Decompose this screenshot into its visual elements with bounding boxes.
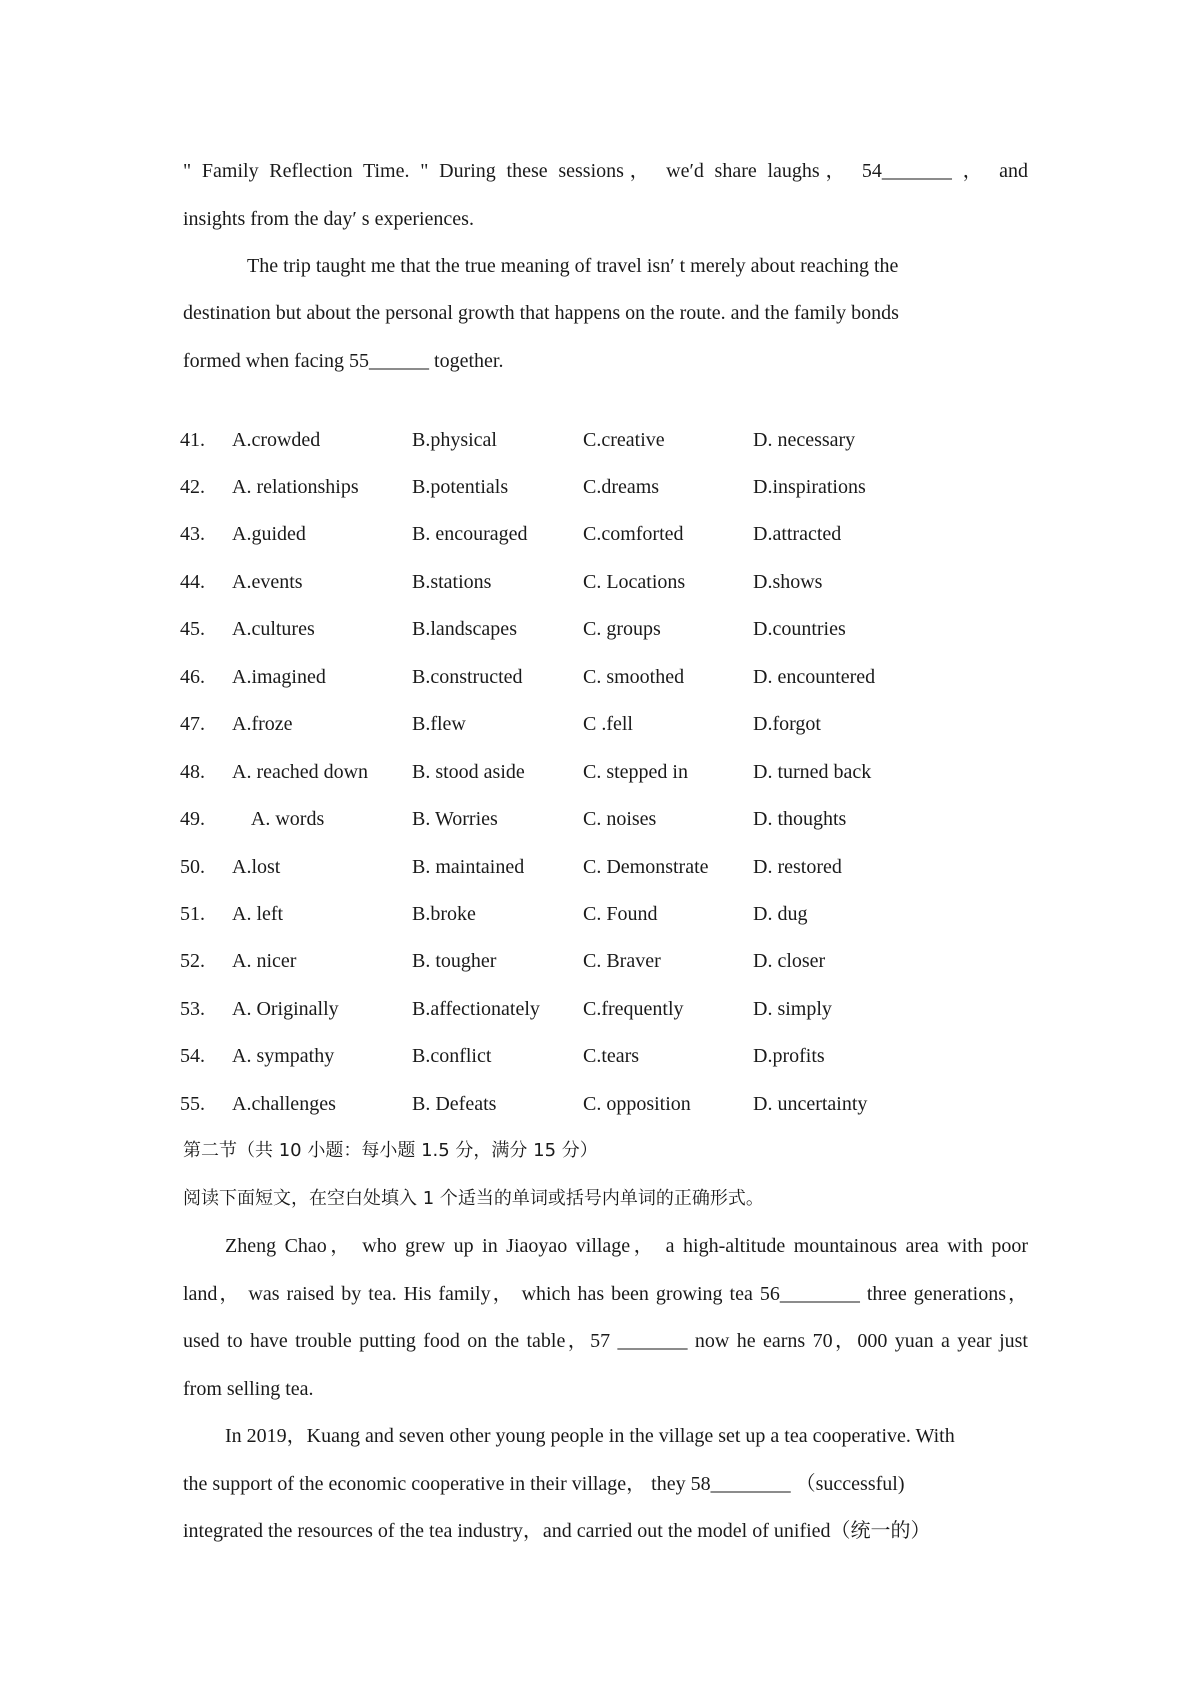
option-b: B.affectionately xyxy=(412,998,540,1020)
option-row-46 xyxy=(0,665,1200,693)
option-row-55 xyxy=(0,1092,1200,1120)
option-a: A.crowded xyxy=(232,429,321,451)
option-c: C. stepped in xyxy=(583,761,688,783)
option-a: A. sympathy xyxy=(232,1045,335,1067)
option-row-51 xyxy=(0,902,1200,930)
passage2-line-6: the support of the economic cooperative in their village， they 58________ （successful) xyxy=(183,1473,905,1495)
passage2-line-1: Zheng Chao， who grew up in Jiaoyao village， a high-altitude mountainous area with poor xyxy=(225,1235,1028,1257)
option-d: D. turned back xyxy=(753,761,872,783)
option-row-49 xyxy=(0,807,1200,835)
passage2-line-2: land， was raised by tea. His family， which has been growing tea 56________ three generations， xyxy=(183,1283,1028,1305)
option-c: C.creative xyxy=(583,429,665,451)
option-c: C. Demonstrate xyxy=(583,856,709,878)
option-a: A. words xyxy=(242,808,325,830)
option-a: A.lost xyxy=(232,856,281,878)
passage1-line-3: The trip taught me that the true meaning of travel isn′ t merely about reaching the xyxy=(247,255,899,277)
question-number: 44. xyxy=(180,571,205,593)
option-a: A. Originally xyxy=(232,998,339,1020)
option-b: B.constructed xyxy=(412,666,523,688)
option-b: B.flew xyxy=(412,713,466,735)
question-number: 53. xyxy=(180,998,205,1020)
option-c: C. Found xyxy=(583,903,658,925)
option-row-54 xyxy=(0,1044,1200,1072)
option-b: B.broke xyxy=(412,903,476,925)
passage2-line-3: used to have trouble putting food on the table，57 _______ now he earns 70，000 yuan a year just xyxy=(183,1330,1028,1352)
question-number: 52. xyxy=(180,950,205,972)
passage2-line-5: In 2019，Kuang and seven other young people in the village set up a tea cooperative. With xyxy=(225,1425,955,1447)
option-b: B. stood aside xyxy=(412,761,525,783)
option-b: B. maintained xyxy=(412,856,525,878)
option-c: C. opposition xyxy=(583,1093,691,1115)
passage1-line-1: " Family Reflection Time. " During these sessions， we′d share laughs， 54_______ ， and xyxy=(183,160,1028,182)
option-row-42 xyxy=(0,475,1200,503)
question-number: 41. xyxy=(180,429,205,451)
passage1-line-2: insights from the day′ s experiences. xyxy=(183,208,474,230)
option-a: A.froze xyxy=(232,713,293,735)
option-b: B. encouraged xyxy=(412,523,528,545)
option-b: B.landscapes xyxy=(412,618,517,640)
option-a: A. relationships xyxy=(232,476,359,498)
option-d: D. closer xyxy=(753,950,826,972)
option-row-50 xyxy=(0,855,1200,883)
option-d: D.countries xyxy=(753,618,846,640)
question-number: 47. xyxy=(180,713,205,735)
option-b: B. Defeats xyxy=(412,1093,497,1115)
option-d: D. restored xyxy=(753,856,842,878)
option-row-43 xyxy=(0,522,1200,550)
option-c: C.comforted xyxy=(583,523,684,545)
passage1-line-5: formed when facing 55______ together. xyxy=(183,350,504,372)
option-d: D. simply xyxy=(753,998,832,1020)
option-row-44 xyxy=(0,570,1200,598)
question-number: 49. xyxy=(180,808,205,830)
option-row-48 xyxy=(0,760,1200,788)
option-row-45 xyxy=(0,617,1200,645)
option-d: D. necessary xyxy=(753,429,856,451)
option-b: B.physical xyxy=(412,429,497,451)
option-b: B. Worries xyxy=(412,808,498,830)
question-number: 42. xyxy=(180,476,205,498)
option-b: B.stations xyxy=(412,571,492,593)
section-instruction: 阅读下面短文，在空白处填入 1 个适当的单词或括号内单词的正确形式。 xyxy=(183,1188,764,1209)
option-c: C. Locations xyxy=(583,571,686,593)
option-c: C. Braver xyxy=(583,950,661,972)
option-a: A.events xyxy=(232,571,303,593)
question-number: 51. xyxy=(180,903,205,925)
option-b: B. tougher xyxy=(412,950,497,972)
option-b: B.potentials xyxy=(412,476,509,498)
option-d: D.profits xyxy=(753,1045,825,1067)
option-a: A. nicer xyxy=(232,950,297,972)
question-number: 50. xyxy=(180,856,205,878)
passage2-line-7: integrated the resources of the tea industry，and carried out the model of unified（统一的） xyxy=(183,1520,931,1542)
passage1-line-4: destination but about the personal growth that happens on the route. and the family bonds xyxy=(183,302,899,324)
option-a: A. left xyxy=(232,903,284,925)
option-d: D.forgot xyxy=(753,713,821,735)
passage2-line-4: from selling tea. xyxy=(183,1378,314,1400)
option-c: C.dreams xyxy=(583,476,660,498)
option-d: D.shows xyxy=(753,571,823,593)
option-c: C. groups xyxy=(583,618,661,640)
option-c: C.tears xyxy=(583,1045,640,1067)
option-d: D. thoughts xyxy=(753,808,847,830)
option-c: C. smoothed xyxy=(583,666,685,688)
option-row-52 xyxy=(0,949,1200,977)
option-row-41 xyxy=(0,428,1200,456)
option-d: D.attracted xyxy=(753,523,842,545)
option-a: A.guided xyxy=(232,523,306,545)
question-number: 55. xyxy=(180,1093,205,1115)
option-d: D. uncertainty xyxy=(753,1093,868,1115)
question-number: 43. xyxy=(180,523,205,545)
section-heading: 第二节（共 10 小题：每小题 1.5 分，满分 15 分） xyxy=(183,1140,598,1161)
option-c: C.frequently xyxy=(583,998,684,1020)
question-number: 45. xyxy=(180,618,205,640)
option-a: A.imagined xyxy=(232,666,326,688)
option-a: A. reached down xyxy=(232,761,369,783)
option-d: D. dug xyxy=(753,903,808,925)
question-number: 48. xyxy=(180,761,205,783)
option-row-47 xyxy=(0,712,1200,740)
option-b: B.conflict xyxy=(412,1045,492,1067)
option-row-53 xyxy=(0,997,1200,1025)
option-d: D.inspirations xyxy=(753,476,866,498)
option-a: A.cultures xyxy=(232,618,315,640)
option-a: A.challenges xyxy=(232,1093,336,1115)
option-d: D. encountered xyxy=(753,666,876,688)
option-c: C .fell xyxy=(583,713,633,735)
question-number: 54. xyxy=(180,1045,205,1067)
question-number: 46. xyxy=(180,666,205,688)
option-c: C. noises xyxy=(583,808,657,830)
